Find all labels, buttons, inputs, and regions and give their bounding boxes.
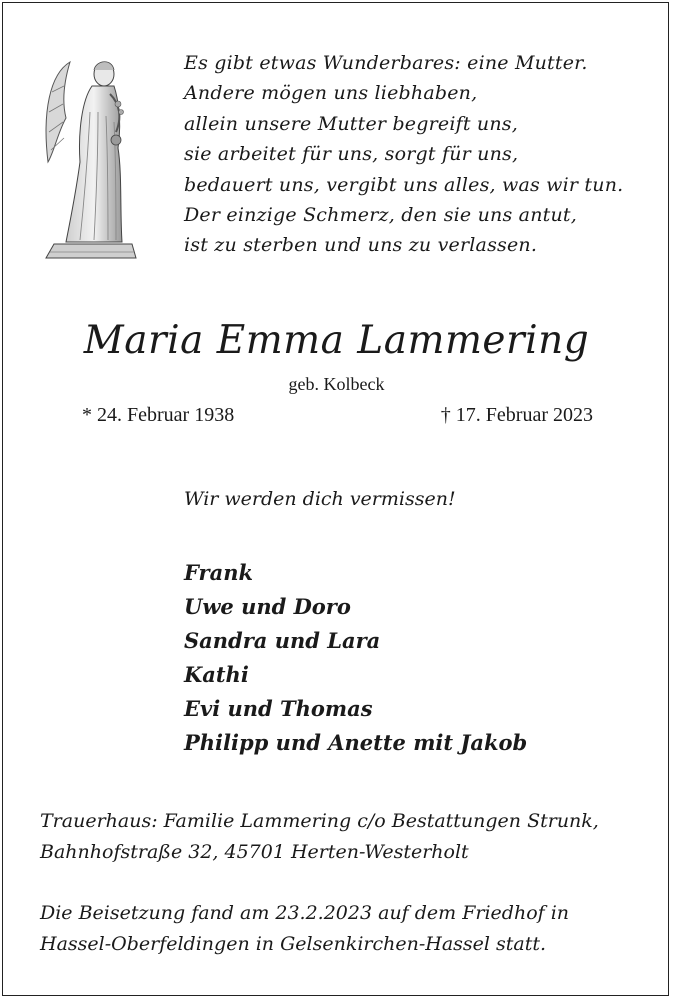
poem-line: ist zu sterben und uns zu verlassen. (184, 234, 538, 257)
birth-date: * 24. Februar 1938 (82, 404, 235, 426)
mourning-house (40, 806, 650, 868)
burial-line: Hassel-Oberfeldingen in Gelsenkirchen-Hassel statt. (40, 933, 547, 955)
poem-line: bedauert uns, vergibt uns alles, was wir tun. (184, 173, 624, 196)
family-member: Kathi (184, 662, 249, 687)
death-date: † 17. Februar 2023 (440, 404, 593, 426)
burial-line: Die Beisetzung fand am 23.2.2023 auf dem Friedhof in (40, 902, 570, 924)
poem-line: allein unsere Mutter begreift uns, (184, 112, 518, 135)
deceased-name: Maria Emma Lammering (83, 318, 590, 363)
family-list (184, 556, 527, 760)
burial-notice (40, 898, 650, 960)
maiden-name: geb. Kolbeck (288, 374, 385, 394)
family-member: Sandra und Lara (184, 628, 381, 653)
poem-line: Es gibt etwas Wunderbares: eine Mutter. (184, 52, 588, 74)
angel-statue-icon (36, 52, 140, 262)
mourning-house-line: Bahnhofstraße 32, 45701 Herten-Westerholt (40, 841, 469, 863)
poem-line: sie arbeitet für uns, sorgt für uns, (184, 143, 519, 166)
farewell-message: Wir werden dich vermissen! (184, 488, 456, 510)
mourning-house-line: Trauerhaus: Familie Lammering c/o Bestattungen Strunk, (40, 810, 599, 832)
family-member: Evi und Thomas (184, 696, 373, 721)
family-member: Uwe und Doro (184, 594, 351, 619)
poem-line: Andere mögen uns liebhaben, (184, 82, 478, 105)
family-member: Frank (184, 560, 254, 585)
poem-line: Der einzige Schmerz, den sie uns antut, (184, 204, 577, 227)
poem (184, 48, 644, 261)
family-member: Philipp und Anette mit Jakob (184, 730, 528, 755)
